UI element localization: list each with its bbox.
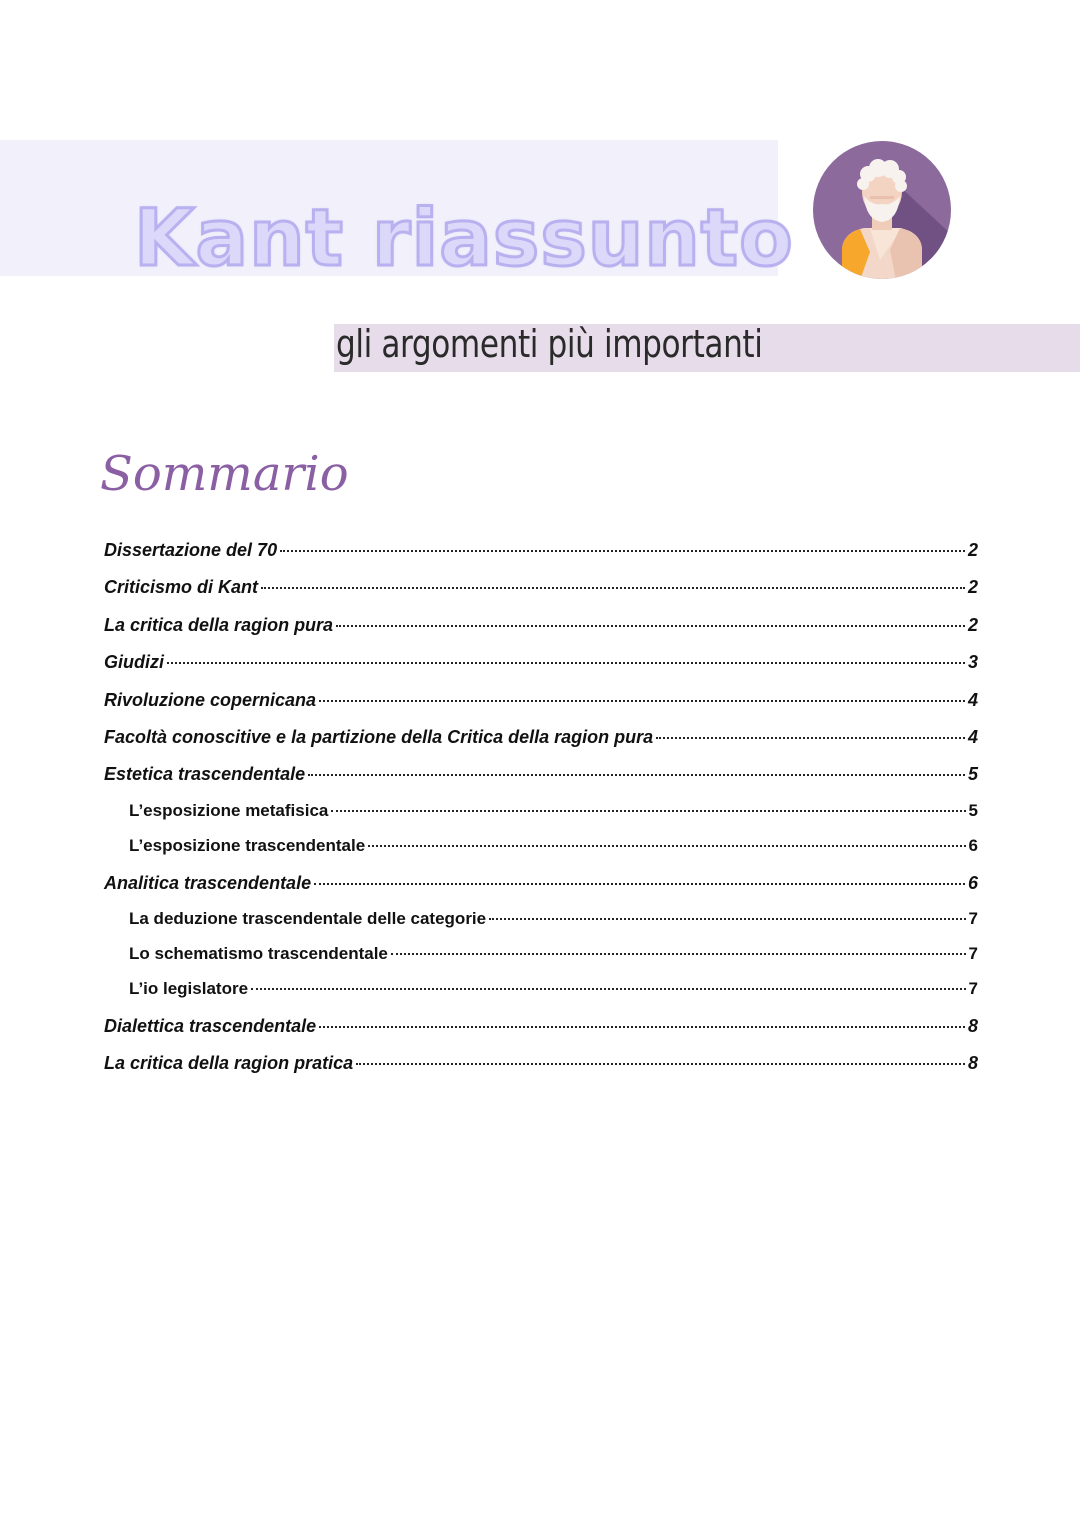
toc-entry-page: 7 <box>968 944 978 963</box>
toc-entry-label: Lo schematismo trascendentale <box>129 944 388 963</box>
toc-entry[interactable] <box>104 1016 978 1044</box>
toc-entry-label: Dialettica trascendentale <box>104 1016 317 1036</box>
toc-entry-page: 6 <box>967 873 978 893</box>
toc-leader-dots <box>251 988 965 990</box>
toc-entry[interactable] <box>104 577 978 605</box>
toc-entry-label: L’esposizione metafisica <box>129 801 329 820</box>
toc-leader-dots <box>319 1026 965 1028</box>
toc-entry-label: L’io legislatore <box>129 979 249 998</box>
toc-entry-page: 3 <box>967 652 978 672</box>
toc-entry[interactable] <box>104 1053 978 1081</box>
toc-leader-dots <box>489 918 965 920</box>
toc-leader-dots <box>368 845 965 847</box>
toc-entry-page: 2 <box>967 540 978 560</box>
toc-leader-dots <box>319 700 965 702</box>
toc-entry-label: Estetica trascendentale <box>104 764 306 784</box>
toc-leader-dots <box>356 1063 965 1065</box>
page-subtitle: gli argomenti più importanti <box>336 322 763 366</box>
toc-entry-label: Giudizi <box>104 652 164 672</box>
toc-entry[interactable] <box>104 652 978 680</box>
toc-entry-label: Rivoluzione copernicana <box>104 690 317 710</box>
toc-entry[interactable] <box>104 727 978 755</box>
toc-entry-page: 5 <box>968 801 978 820</box>
toc-entry-page: 2 <box>967 577 978 597</box>
toc-entry[interactable] <box>129 909 978 937</box>
toc-entry-page: 8 <box>967 1016 978 1036</box>
toc-entry[interactable] <box>129 801 978 829</box>
toc-entry-page: 2 <box>967 615 978 635</box>
toc-entry-label: La deduzione trascendentale delle categorie <box>129 909 487 928</box>
toc-entry-label: Analitica trascendentale <box>104 873 312 893</box>
toc-entry[interactable] <box>129 979 978 1007</box>
toc-entry-label: La critica della ragion pura <box>104 615 334 635</box>
toc-leader-dots <box>261 587 965 589</box>
toc-entry-page: 7 <box>968 909 978 928</box>
toc-entry[interactable] <box>129 944 978 972</box>
toc-entry-page: 7 <box>968 979 978 998</box>
toc-leader-dots <box>314 883 965 885</box>
toc-leader-dots <box>331 810 965 812</box>
toc-entry[interactable] <box>129 836 978 864</box>
page-title: Kant riassunto <box>134 194 794 284</box>
toc-leader-dots <box>308 774 965 776</box>
toc-leader-dots <box>167 662 965 664</box>
toc-entry-page: 6 <box>968 836 978 855</box>
toc-entry[interactable] <box>104 615 978 643</box>
toc-heading: Sommario <box>100 446 349 502</box>
toc-leader-dots <box>391 953 966 955</box>
philosopher-avatar-icon <box>812 140 952 280</box>
toc-entry-page: 8 <box>967 1053 978 1073</box>
toc-entry[interactable] <box>104 764 978 792</box>
toc-entry-page: 5 <box>967 764 978 784</box>
toc-entry[interactable] <box>104 690 978 718</box>
toc-entry[interactable] <box>104 540 978 568</box>
toc-leader-dots <box>336 625 965 627</box>
toc-entry-page: 4 <box>967 727 978 747</box>
toc-entry-label: La critica della ragion pratica <box>104 1053 354 1073</box>
toc-entry-label: Dissertazione del 70 <box>104 540 278 560</box>
toc-leader-dots <box>280 550 965 552</box>
toc-entry-page: 4 <box>967 690 978 710</box>
toc-entry[interactable] <box>104 873 978 901</box>
toc-entry-label: Criticismo di Kant <box>104 577 259 597</box>
toc-leader-dots <box>656 737 965 739</box>
toc-entry-label: Facoltà conoscitive e la partizione della Critica della ragion pura <box>104 727 654 747</box>
toc-entry-label: L’esposizione trascendentale <box>129 836 366 855</box>
